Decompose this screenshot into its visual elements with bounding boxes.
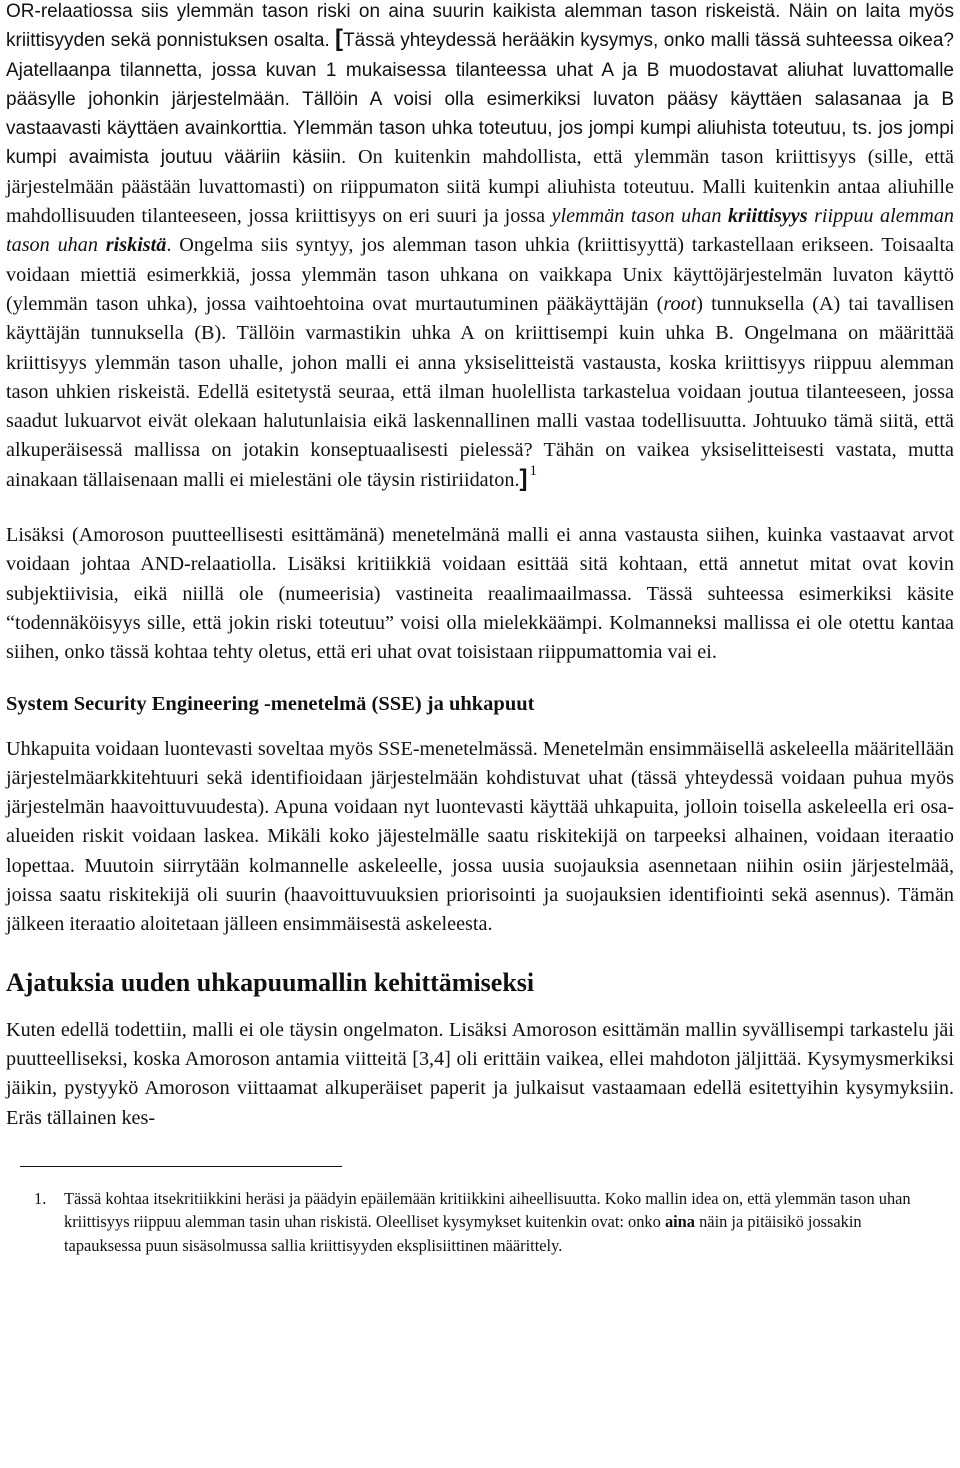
paragraph-new-model-intro: Kuten edellä todettiin, malli ei ole täysin ongelmaton. Lisäksi Amoroson esittämän mallin syvällisempi tarkastelu jäi puutteelliseksi, koska Amoroson antamia viitteitä [3,4] oli erittäin vaikea, ellei mahdoton jäljittää. Kysymysmerkiksi jäikin, pystyykö Amoroson viittaamat alkuperäiset paperit ja julkaisut vastaamaan edellä esitettyihin kysymyksiin. Eräs tällainen kes- [6,1018,954,1129]
paragraph-additional-criticism: Lisäksi (Amoroson puutteellisesti esittämänä) menetelmänä malli ei anna vastausta siihen, kuinka vastaavat arvot voidaan johtaa AND-relaatiolla. Lisäksi kritiikkiä voidaan esittää sitä kohtaan, että annetut mitat ovat kovin subjektiivisia, eikä niillä ole (numeerisia) vastineita reaalimaailmassa. Tässä suhteessa esimerkiksi käsite “todennäköisyys sille, että jokin riski toteutuu” voisi olla mielekkäämpi. Kolmanneksi mallissa ei ole otettu kantaa siihen, onko tässä kohtaa tehty oletus, että eri uhat ovat toisistaan riippumattomia vai ei. [6,524,954,664]
italic-phrase-depends: riippuu alemman tason uhan [6,205,955,257]
paragraph-serif-c: ) tunnuksella (A) tai tavallisen käyttäjän tunnuksella (B). Tällöin varmastikin uhka A on kriittisempi kuin uhka B. Ongelmana on määrittää kriittisyys ylemmän tason uhalle, johon malli ei anna yksiselitteistä vastausta, koska kriittisyys riippuu alemman tason uhkien riskeistä. Edellä esitetystä seuraa, että ilman huolellista tarkastelua voidaan joutua tilanteeseen, jossa saadut lukuarvot eivät olekaan halutunlaisia eikä laskennallinen malli vastaa todellisuutta. Johtuuko tämä siitä, että alkuperäisessä mallissa on jotakin konseptuaalisesti pielessä? Tähän on vaikea yksiselitteisesti vastata, mutta ainakaan tällaisenaan malli ei mielestäni ole täysin ristiriidaton. [6,292,955,491]
bold-italic-risk: riskistä [105,234,167,257]
footnote-bold-word: aina [664,1212,695,1232]
paragraph-serif-b: . Ongelma siis syntyy, jos alemman tason uhkia (kriittisyyttä) tarkastellaan erikseen. Toisaalta voidaan miettiä esimerkkiä, jossa ylemmän tason uhkana on vaikkapa Unix käyttöjärjestelmän luvaton käyttö (ylemmän tason uhka), jossa vaihtoehtoina ovat murtautuminen pääkäyttäjän ( [6,234,955,315]
footnote-text-b: näin ja pitäisikö jossakin tapauksessa puun sisäsolmussa sallia kriittisyyden eksplisiittinen määrittely. [64,1212,862,1255]
paragraph-sse-method: Uhkapuita voidaan luontevasti soveltaa myös SSE-menetelmässä. Menetelmän ensimmäisellä askeleella määritellään järjestelmäarkkitehtuuri sekä identifioidaan järjestelmään kohdistuvat uhat (tässä yhteydessä voidaan puhua myös järjestelmän haavoittuvuudesta). Apuna voidaan nyt luontevasti käyttää uhkapuita, jolloin toisella askeleella eri osa-alueiden riskit voidaan laskea. Mikäli koko jäjestelmälle saatu riskitekijä on tarpeeksi alhainen, voidaan iteraatio lopettaa. Muutoin siirrytään kolmannelle askeleelle, jossa uusia suojauksia asennetaan niihin osiin järjestelmää, joissa saatu riskitekijä oli suurin (haavoittuvuuksien priorisointi ja suojauksien identifiointi sekä asennus). Tämän jälkeen iteraatio aloitetaan jälleen ensimmäisestä askeleesta. [6,737,954,936]
footnote-text [64,1187,926,1258]
paragraph-sans-middle: Tässä yhteydessä herääkin kysymys, onko malli tässä suhteessa oikea? Ajatellaanpa tilannetta, jossa kuvan 1 mukaisessa tilanteessa uhat A ja B muodostavat aliuhat luvattomalle pääsylle johonkin järjestelmään. Tällöin A voisi olla esimerkiksi luvaton pääsy käyttäen salasanaa ja B vastaavasti käyttäen avainkorttia. Ylemmän tason uhka toteutuu, jos jompi kumpi aliuhista toteutuu, ts. jos jompi kumpi avaimista joutuu vääriin käsiin. [6,30,954,169]
footnote-separator [20,1166,342,1167]
bracket-close: ] [519,464,528,492]
section-heading-new-model: Ajatuksia uuden uhkapuumallin kehittämiseksi [6,967,535,997]
italic-phrase-upper-threat: ylemmän tason uhan [551,205,722,228]
footnote-number: 1. [34,1188,47,1208]
paragraph-sans-lead: OR-relaatiossa siis ylemmän tason riski on aina suurin kaikista alemman tason riskeistä. Näin on laita myös kriittisyyden sekä ponnistuksen osalta. [6,1,954,52]
section-heading-sse: System Security Engineering -menetelmä (SSE) ja uhkapuut [6,692,535,715]
footnote [6,1187,954,1258]
bold-italic-criticality: kriittisyys [727,205,808,228]
footnote-text-a: Tässä kohtaa itsekritiikkini heräsi ja päädyin epäilemään kritiikkini aiheellisuutta. Koko mallin idea on, että ylemmän tason uhan kriittisyys riippuu alemman tasin uhan riskistä. Oleelliset kysymykset kuitenkin ovat: onko [64,1188,911,1232]
paragraph-serif-a: On kuitenkin mahdollista, että ylemmän tason kriittisyys (sille, että järjestelmään päästään luvattomasti) on riippumaton siitä kumpi aliuhista toteutuu. Malli kuitenkin antaa aliuhille mahdollisuuden tilanteeseen, jossa kriittisyys on eri suuri ja jossa [6,146,955,228]
document-page [6,0,954,1257]
italic-root: root [663,292,697,315]
paragraph-or-relation-critique [6,0,954,495]
bracket-open: [ [335,25,344,53]
footnote-reference[interactable]: 1 [529,462,537,479]
